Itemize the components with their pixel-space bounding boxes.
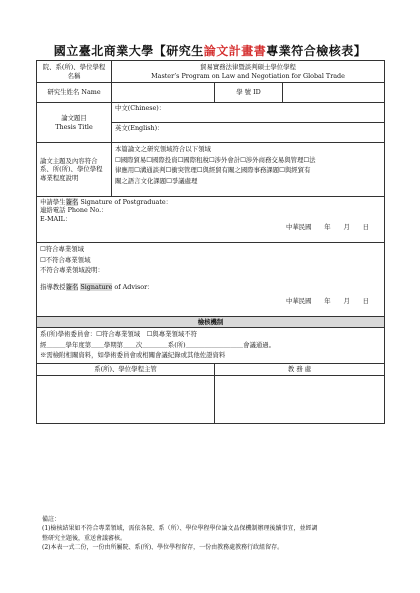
student-signature-label: 申請學生 [40, 198, 66, 206]
sign-dept-field[interactable] [37, 376, 215, 424]
title-prefix: 國立臺北商業大學【研究生 [53, 44, 204, 58]
student-date: 中華民國 年 月 日 [285, 222, 370, 231]
email-line[interactable]: E-MAIL： [40, 214, 72, 223]
thesis-title-label-zh: 論文題目 [61, 114, 87, 123]
student-name-field[interactable] [112, 83, 215, 103]
advisor-signature-label-en: of Advisor： [112, 282, 154, 291]
row-sign-headers [37, 364, 385, 376]
review-line-1[interactable]: 系(所)學術委員會：☐符合專業領域 ☐與專業領域不符 [40, 330, 198, 339]
note-1b: 整研究主題後，重送會議審核。 [42, 534, 127, 542]
title-suffix: 專業符合檢核表】 [266, 44, 367, 58]
advisor-date: 中華民國 年 月 日 [285, 297, 370, 306]
title-zh-label: 中文(Chinese)： [115, 104, 166, 112]
student-name-label: 研究生姓名 Name [37, 83, 112, 103]
row-department [37, 61, 385, 83]
student-signature-mark: 簽名 [65, 198, 79, 206]
advisor-signature-line[interactable] [40, 282, 381, 293]
thesis-title-label-en: Thesis Title [55, 122, 93, 131]
row-advisor [37, 243, 385, 317]
sign-office-field[interactable] [215, 376, 385, 424]
checklist-table [36, 60, 385, 424]
advisor-signature-mark: 簽名 [65, 282, 79, 291]
advisor-option-nomatch[interactable]: ☐不符合專業領域 [40, 255, 91, 264]
row-domain [37, 143, 385, 197]
review-header: 檢核機制 [37, 317, 385, 328]
advisor-block [37, 243, 385, 317]
row-sign-fields [37, 376, 385, 424]
row-title-zh [37, 103, 385, 123]
thesis-title-label [37, 103, 112, 143]
domain-options[interactable] [112, 143, 385, 197]
title-zh-field[interactable] [112, 103, 385, 123]
dept-label: 院、系(所)、學位學程名稱 [37, 61, 112, 83]
dept-value-en: Master’s Program on Law and Negotiation for Global Trade [151, 71, 345, 80]
dept-value [112, 61, 385, 83]
notes-heading: 備註： [42, 516, 61, 523]
domain-line-3[interactable]: 關之語言文化課題☐爭議處理 [115, 176, 198, 185]
student-id-field[interactable] [283, 83, 385, 103]
notes [42, 515, 382, 552]
row-student [37, 83, 385, 103]
dept-value-zh: 貿易實務法律暨談判碩士學位學程 [200, 63, 296, 72]
advisor-option-match[interactable]: ☐符合專業領域 [40, 245, 85, 253]
row-review [37, 328, 385, 364]
review-line-2[interactable]: 經＿＿＿學年度第＿＿學期第＿＿次＿＿＿＿系(所)＿＿＿＿＿＿＿＿＿會議通過。 [40, 340, 276, 349]
title-highlight: 論文計畫書 [203, 44, 267, 58]
advisor-reason[interactable]: 不符合專業領域說明： [40, 266, 104, 275]
domain-line-1[interactable]: ☐國際貿易☐國際投資☐國際租稅☐涉外會計☐涉外商務交易與管理☐法 [115, 155, 316, 164]
review-block [37, 328, 385, 364]
title-en-field[interactable] [112, 123, 385, 143]
student-signature-block [37, 197, 385, 243]
phone-line[interactable]: 連絡電話 Phone No.： [40, 206, 108, 215]
form-title [0, 42, 420, 59]
sign-office-header: 教 務 處 [215, 364, 385, 376]
domain-intro: 本篇論文之研究領域符合以下領域 [115, 145, 211, 153]
note-1a: (1)檢核結果如不符合專業領域，需依各院、系（所）、學位學程學位論文品保機制辦理後續事宜，並經調 [42, 525, 318, 533]
advisor-signature-label: 指導教授 [40, 282, 66, 291]
row-student-signature [37, 197, 385, 243]
domain-line-2[interactable]: 律應用☐溝通談判☐衝突管理☐與經貿有關之國際事務課題☐與經貿有 [115, 166, 311, 175]
student-signature-label-en: Signature of Postgraduate： [78, 198, 173, 206]
review-line-3: ※需檢附相關資料，如學術委員會或相關會議紀錄或其他佐證資料 [40, 351, 226, 360]
domain-label: 論文主題及內容符合系、所(所)、學位學程專業程度說明 [37, 143, 112, 197]
title-en-label: 英文(English)： [115, 124, 164, 132]
sign-dept-header: 系(所)、學位學程主管 [37, 364, 215, 376]
row-review-header [37, 317, 385, 328]
note-2: (2)本表一式二份，一份由所屬院、系(所)、學位學程留存，一份由教務處教務行政組留存。 [42, 543, 284, 551]
student-id-label: 學 號 ID [215, 83, 283, 103]
advisor-signature-mark-en: Signature [80, 282, 113, 291]
